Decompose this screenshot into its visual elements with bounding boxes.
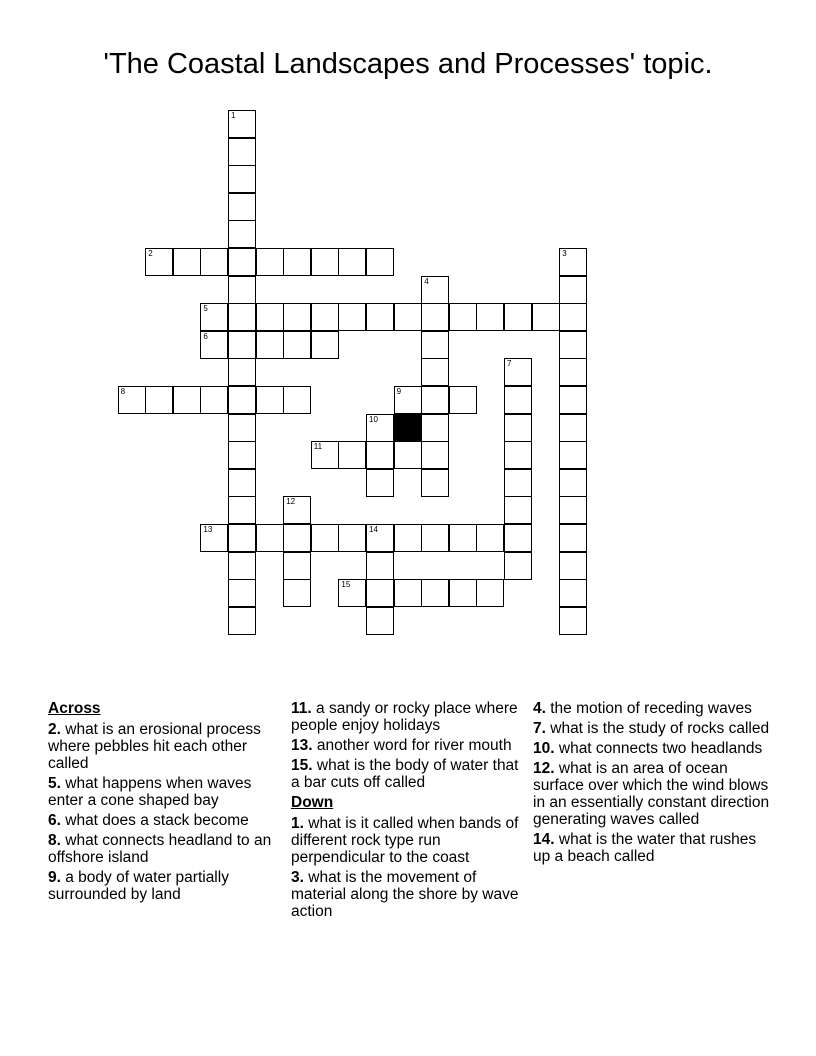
grid-cell[interactable] xyxy=(366,524,394,552)
clue-text: what happens when waves enter a cone shaped bay xyxy=(48,775,252,809)
grid-cell[interactable] xyxy=(449,524,477,552)
grid-cell[interactable] xyxy=(283,579,311,607)
grid-cell[interactable] xyxy=(559,386,587,414)
grid-cell[interactable] xyxy=(228,248,256,276)
clue-text: what does a stack become xyxy=(65,812,249,829)
grid-cell[interactable] xyxy=(283,496,311,524)
clue-text: the motion of receding waves xyxy=(550,700,752,717)
grid-cell[interactable] xyxy=(311,524,339,552)
grid-cell[interactable] xyxy=(200,386,228,414)
across-heading: Across xyxy=(48,700,101,717)
grid-cell[interactable] xyxy=(338,524,366,552)
grid-cell[interactable] xyxy=(228,193,256,221)
grid-cell[interactable] xyxy=(283,524,311,552)
clue-text: another word for river mouth xyxy=(316,737,512,754)
grid-cell[interactable] xyxy=(283,303,311,331)
grid-cell[interactable] xyxy=(228,138,256,166)
grid-cell[interactable] xyxy=(366,552,394,580)
grid-cell[interactable] xyxy=(366,441,394,469)
grid-cell[interactable] xyxy=(145,386,173,414)
grid-cell[interactable] xyxy=(421,276,449,304)
cell-number: 3 xyxy=(562,249,567,258)
grid-cell[interactable] xyxy=(421,358,449,386)
grid-cell[interactable] xyxy=(504,441,532,469)
grid-cell[interactable] xyxy=(421,524,449,552)
grid-cell[interactable] xyxy=(394,524,422,552)
grid-cell[interactable] xyxy=(559,331,587,359)
clue-text: what is the movement of material along the shore by wave action xyxy=(291,869,519,920)
clue-number: 9. xyxy=(48,869,61,886)
grid-cell[interactable] xyxy=(504,303,532,331)
grid-cell[interactable] xyxy=(366,469,394,497)
clue-column-1 xyxy=(48,700,286,906)
grid-cell-black xyxy=(394,414,422,442)
clue-number: 3. xyxy=(291,869,304,886)
grid-cell[interactable] xyxy=(559,496,587,524)
clue-item xyxy=(48,869,286,903)
cell-number: 15 xyxy=(341,580,351,590)
grid-cell[interactable] xyxy=(228,607,256,635)
clue-text: what connects two headlands xyxy=(558,740,763,757)
grid-cell[interactable] xyxy=(394,579,422,607)
clue-text: what is it called when bands of different rock type run perpendicular to the coast xyxy=(291,815,519,866)
clue-item xyxy=(291,757,529,791)
grid-cell[interactable] xyxy=(559,276,587,304)
down-heading: Down xyxy=(291,794,334,811)
grid-cell[interactable] xyxy=(228,276,256,304)
grid-cell[interactable] xyxy=(366,579,394,607)
grid-cell[interactable] xyxy=(559,248,587,276)
clue-number: 6. xyxy=(48,812,61,829)
clue-text: what is an area of ocean surface over which the wind blows in an essentially constant direction generating waves called xyxy=(533,760,770,828)
clue-number: 8. xyxy=(48,832,61,849)
cell-number: 8 xyxy=(120,387,126,396)
grid-cell[interactable] xyxy=(256,248,284,276)
grid-cell[interactable] xyxy=(421,469,449,497)
grid-cell[interactable] xyxy=(173,248,201,276)
clue-number: 2. xyxy=(48,721,61,738)
grid-cell[interactable] xyxy=(283,386,311,414)
cell-number: 12 xyxy=(286,497,296,507)
cell-number: 13 xyxy=(203,525,213,534)
grid-cell[interactable] xyxy=(449,386,477,414)
grid-cell[interactable] xyxy=(394,386,422,414)
grid-cell[interactable] xyxy=(504,386,532,414)
grid-cell[interactable] xyxy=(311,303,339,331)
grid-cell[interactable] xyxy=(366,607,394,635)
grid-cell[interactable] xyxy=(559,552,587,580)
grid-cell[interactable] xyxy=(366,248,394,276)
clue-number: 13. xyxy=(291,737,313,754)
grid-cell[interactable] xyxy=(283,331,311,359)
grid-cell[interactable] xyxy=(256,524,284,552)
grid-cell[interactable] xyxy=(421,414,449,442)
grid-cell[interactable] xyxy=(338,579,366,607)
grid-cell[interactable] xyxy=(559,469,587,497)
grid-cell[interactable] xyxy=(200,248,228,276)
clue-number: 7. xyxy=(533,720,546,737)
grid-cell[interactable] xyxy=(421,303,449,331)
clue-number: 12. xyxy=(533,760,555,777)
cell-number: 7 xyxy=(507,359,512,369)
cell-number: 5 xyxy=(203,304,208,314)
grid-cell[interactable] xyxy=(311,331,339,359)
clue-item xyxy=(48,721,286,772)
clue-item xyxy=(533,700,771,717)
grid-cell[interactable] xyxy=(228,358,256,386)
grid-cell[interactable] xyxy=(476,303,504,331)
grid-cell[interactable] xyxy=(559,358,587,386)
grid-cell[interactable] xyxy=(559,441,587,469)
grid-cell[interactable] xyxy=(228,386,256,414)
cell-number: 2 xyxy=(148,249,153,258)
grid-cell[interactable] xyxy=(449,303,477,331)
grid-cell[interactable] xyxy=(200,331,228,359)
grid-cell[interactable] xyxy=(504,552,532,580)
grid-cell[interactable] xyxy=(504,469,532,497)
grid-cell[interactable] xyxy=(228,552,256,580)
grid-cell[interactable] xyxy=(559,414,587,442)
clue-text: what is the body of water that a bar cuts off called xyxy=(291,757,519,791)
cell-number: 10 xyxy=(369,414,378,424)
cell-number: 4 xyxy=(424,276,429,286)
grid-cell[interactable] xyxy=(449,579,477,607)
cell-number: 14 xyxy=(369,525,378,534)
grid-cell[interactable] xyxy=(421,331,449,359)
grid-cell[interactable] xyxy=(559,607,587,635)
grid-cell[interactable] xyxy=(338,303,366,331)
grid-cell[interactable] xyxy=(504,414,532,442)
grid-cell[interactable] xyxy=(228,331,256,359)
clue-item xyxy=(48,832,286,866)
clue-item xyxy=(533,831,771,865)
grid-cell[interactable] xyxy=(228,579,256,607)
grid-cell[interactable] xyxy=(338,441,366,469)
clue-column-3 xyxy=(533,700,771,868)
grid-cell[interactable] xyxy=(228,441,256,469)
grid-cell[interactable] xyxy=(228,303,256,331)
clue-item xyxy=(533,720,771,737)
clue-text: what is the water that rushes up a beach called xyxy=(533,831,757,865)
grid-cell[interactable] xyxy=(228,524,256,552)
clue-text: what is an erosional process where pebbles hit each other called xyxy=(48,721,261,772)
grid-cell[interactable] xyxy=(532,303,560,331)
clue-item xyxy=(533,740,771,757)
grid-cell[interactable] xyxy=(228,110,256,138)
clue-item xyxy=(48,775,286,809)
grid-cell[interactable] xyxy=(421,386,449,414)
grid-cell[interactable] xyxy=(145,248,173,276)
grid-cell[interactable] xyxy=(200,303,228,331)
clue-number: 10. xyxy=(533,740,555,757)
grid-cell[interactable] xyxy=(476,524,504,552)
grid-cell[interactable] xyxy=(421,441,449,469)
grid-cell[interactable] xyxy=(394,303,422,331)
grid-cell[interactable] xyxy=(559,524,587,552)
cell-number: 11 xyxy=(313,442,323,452)
grid-cell[interactable] xyxy=(559,579,587,607)
cell-number: 1 xyxy=(231,111,236,120)
grid-cell[interactable] xyxy=(311,248,339,276)
grid-cell[interactable] xyxy=(476,579,504,607)
grid-cell[interactable] xyxy=(200,524,228,552)
clue-item xyxy=(533,760,771,828)
grid-cell[interactable] xyxy=(283,552,311,580)
grid-cell[interactable] xyxy=(504,358,532,386)
grid-cell[interactable] xyxy=(228,469,256,497)
grid-cell[interactable] xyxy=(173,386,201,414)
grid-cell[interactable] xyxy=(366,414,394,442)
clue-text: a sandy or rocky place where people enjoy holidays xyxy=(291,700,518,734)
grid-cell[interactable] xyxy=(256,331,284,359)
clue-text: what is the study of rocks called xyxy=(550,720,770,737)
grid-cell[interactable] xyxy=(366,303,394,331)
grid-cell[interactable] xyxy=(338,248,366,276)
grid-cell[interactable] xyxy=(256,386,284,414)
clue-number: 4. xyxy=(533,700,546,717)
cell-number: 9 xyxy=(396,387,402,396)
clue-number: 11. xyxy=(291,700,312,717)
grid-cell[interactable] xyxy=(228,496,256,524)
grid-cell[interactable] xyxy=(256,303,284,331)
clue-number: 15. xyxy=(291,757,313,774)
grid-cell[interactable] xyxy=(394,441,422,469)
clue-number: 1. xyxy=(291,815,304,832)
clue-item xyxy=(291,869,529,920)
clue-text: a body of water partially surrounded by land xyxy=(48,869,229,903)
grid-cell[interactable] xyxy=(311,441,339,469)
grid-cell[interactable] xyxy=(504,524,532,552)
grid-cell[interactable] xyxy=(559,303,587,331)
grid-cell[interactable] xyxy=(118,386,146,414)
clue-item xyxy=(291,700,529,734)
cell-number: 6 xyxy=(203,331,208,341)
clue-number: 5. xyxy=(48,775,61,792)
clue-item xyxy=(291,737,529,754)
grid-cell[interactable] xyxy=(283,248,311,276)
clue-text: what connects headland to an offshore island xyxy=(48,832,272,866)
grid-cell[interactable] xyxy=(504,496,532,524)
clue-number: 14. xyxy=(533,831,555,848)
grid-cell[interactable] xyxy=(421,579,449,607)
grid-cell[interactable] xyxy=(228,165,256,193)
clue-item xyxy=(291,815,529,866)
clue-column-2 xyxy=(291,700,529,923)
page-title: 'The Coastal Landscapes and Processes' topic. xyxy=(103,48,713,80)
grid-cell[interactable] xyxy=(228,414,256,442)
grid-cell[interactable] xyxy=(228,220,256,248)
clue-item xyxy=(48,812,286,829)
